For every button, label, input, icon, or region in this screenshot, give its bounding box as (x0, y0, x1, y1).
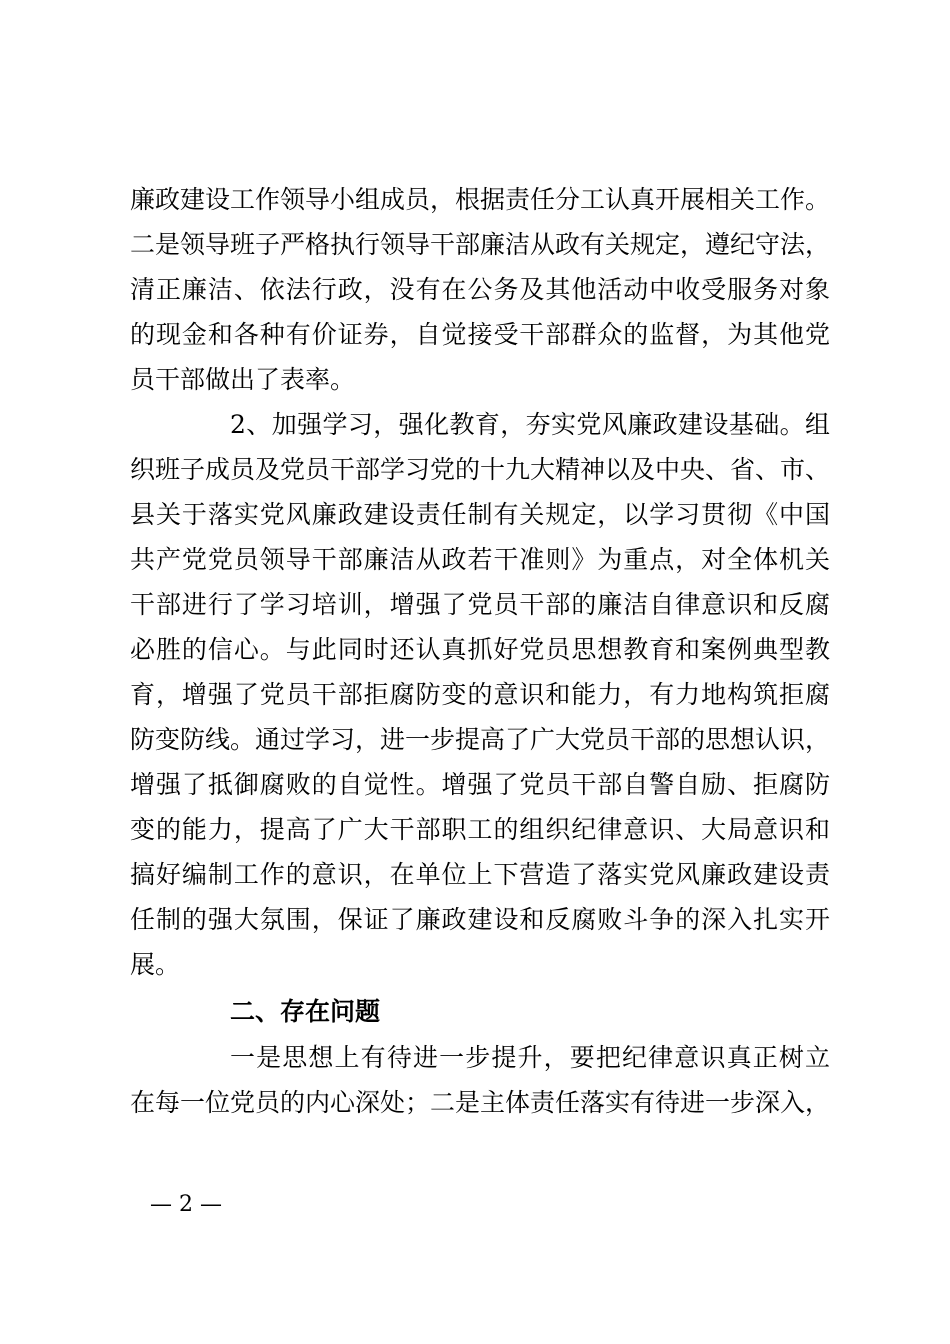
text-line: 展。 (130, 950, 181, 979)
text-line: 清正廉洁、依法行政，没有在公务及其他活动中收受服务对象 (130, 275, 830, 304)
text-line: 廉政建设工作领导小组成员，根据责任分工认真开展相关工作。 (130, 185, 831, 214)
section-heading: 二、存在问题 (230, 997, 381, 1026)
text-line: 增强了抵御腐败的自觉性。增强了党员干部自警自励、拒腐防 (130, 770, 830, 799)
text-line: 二是领导班子严格执行领导干部廉洁从政有关规定，遵纪守法， (130, 230, 831, 259)
text-line: 共产党党员领导干部廉洁从政若干准则》为重点，对全体机关 (130, 545, 830, 574)
text-line: 干部进行了学习培训，增强了党员干部的廉洁自律意识和反腐 (130, 590, 830, 619)
text-line: 县关于落实党风廉政建设责任制有关规定，以学习贯彻《中国 (130, 500, 830, 529)
text-line: 育，增强了党员干部拒腐防变的意识和能力，有力地构筑拒腐 (130, 680, 830, 709)
page-number: — 2 — (150, 1192, 222, 1217)
text-line: 变的能力，提高了广大干部职工的组织纪律意识、大局意识和 (130, 815, 830, 844)
paragraph-first-line: 2、加强学习，强化教育，夯实党风廉政建设基础。组 (230, 410, 830, 439)
text-line: 员干部做出了表率。 (130, 365, 356, 394)
text-line: 防变防线。通过学习，进一步提高了广大党员干部的思想认识， (130, 725, 831, 754)
text-line: 的现金和各种有价证券，自觉接受干部群众的监督，为其他党 (130, 320, 830, 349)
text-line: 任制的强大氛围，保证了廉政建设和反腐败斗争的深入扎实开 (130, 905, 830, 934)
text-line: 织班子成员及党员干部学习党的十九大精神以及中央、省、市、 (130, 455, 831, 484)
text-line: 搞好编制工作的意识，在单位上下营造了落实党风廉政建设责 (130, 860, 830, 889)
paragraph-first-line: 一是思想上有待进一步提升，要把纪律意识真正树立 (230, 1043, 830, 1072)
text-line: 在每一位党员的内心深处；二是主体责任落实有待进一步深入， (130, 1088, 831, 1117)
text-line: 必胜的信心。与此同时还认真抓好党员思想教育和案例典型教 (130, 635, 830, 664)
